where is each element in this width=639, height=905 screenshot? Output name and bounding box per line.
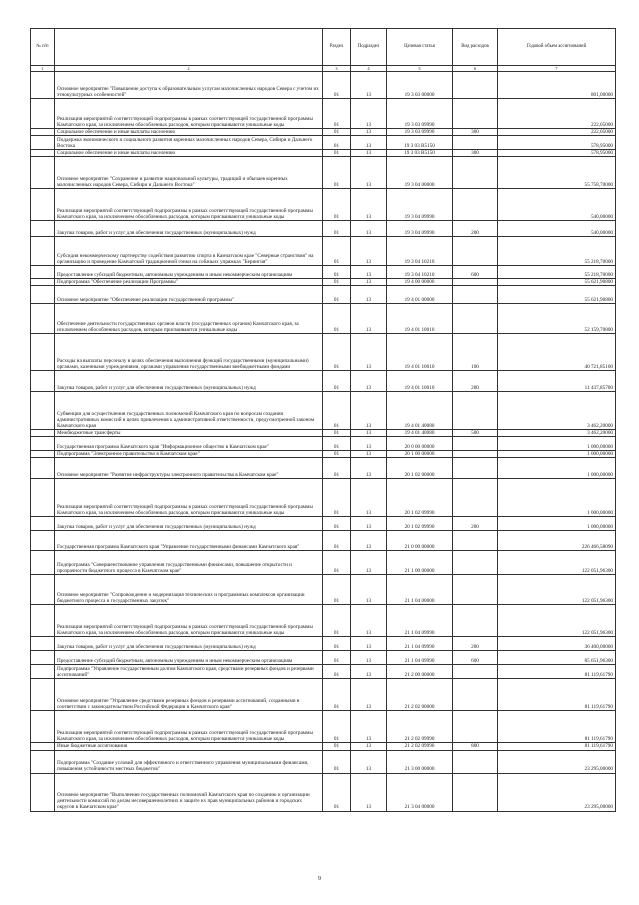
table-row [31,651,616,665]
table-row [31,451,616,458]
header-vid: Вид расходов [453,29,498,66]
row-amount-cell: 1 000,00000 [498,451,616,458]
row-name-cell: Предоставление субсидий бюджетным, автономным учреждениям и иным некоммерческим организациям [55,651,323,665]
row-name-cell: Закупка товаров, работ и услуг для обеспечения государственных (муниципальных) нужд [55,637,323,651]
row-number-cell [31,304,55,334]
row-number-cell [31,637,55,651]
row-vid-cell [453,279,498,286]
table-row [31,711,616,743]
row-name-cell: Основное мероприятие "Управление средствами резервных фондов и резервами ассигнований, созданными в соответствии с законодательством Российской Федерации и Камчатского края" [55,679,323,711]
row-statya-cell: 19 3 03 R5150 [387,136,453,150]
row-statya-cell: 19 3 04 09990 [387,221,453,237]
row-razdel-cell: 01 [323,157,351,189]
row-statya-cell: 20 1 02 09990 [387,479,453,517]
row-amount-cell: 81 119,61790 [498,711,616,743]
row-podrazdel-cell: 13 [351,458,387,479]
row-podrazdel-cell: 13 [351,517,387,531]
row-name-cell: Подпрограмма "Электронное правительство в Камчатском крае" [55,451,323,458]
row-number-cell [31,279,55,286]
row-razdel-cell: 01 [323,743,351,750]
row-name-cell: Закупка товаров, работ и услуг для обеспечения государственных (муниципальных) нужд [55,371,323,392]
row-podrazdel-cell: 13 [351,743,387,750]
row-number-cell [31,665,55,679]
table-row [31,334,616,371]
row-razdel-cell: 01 [323,371,351,392]
row-statya-cell: 21 2 00 00000 [387,665,453,679]
row-vid-cell [453,605,498,637]
row-razdel-cell: 01 [323,517,351,531]
row-razdel-cell: 01 [323,129,351,136]
row-amount-cell: 3 462,20000 [498,392,616,430]
row-statya-cell: 19 3 04 10210 [387,266,453,279]
row-podrazdel-cell: 13 [351,575,387,605]
row-podrazdel-cell: 13 [351,451,387,458]
row-razdel-cell: 01 [323,304,351,334]
header-razdel: Раздел [323,29,351,66]
row-podrazdel-cell: 13 [351,221,387,237]
row-amount-cell: 578,95000 [498,150,616,157]
table-row [31,266,616,279]
row-amount-cell: 1 000,00000 [498,458,616,479]
row-amount-cell: 540,00000 [498,221,616,237]
row-podrazdel-cell: 13 [351,531,387,551]
row-name-cell: Реализация мероприятий соответствующей подпрограммы в рамках соответствующей государственной программы Камчатского края, за исключением обособленных расходов, которым присваиваются уникальные коды [55,711,323,743]
row-razdel-cell: 01 [323,286,351,304]
row-name-cell: Социальное обеспечение и иные выплаты населению [55,150,323,157]
row-statya-cell: 21 2 02 09990 [387,743,453,750]
row-number-cell [31,679,55,711]
row-podrazdel-cell: 13 [351,150,387,157]
table-row [31,99,616,129]
row-podrazdel-cell: 13 [351,551,387,575]
row-name-cell: Основное мероприятие "Развитие инфраструктуры электронного правительства в Камчатском крае" [55,458,323,479]
table-row [31,665,616,679]
row-razdel-cell: 01 [323,221,351,237]
row-name-cell: Основное мероприятие "Повышение доступа к образовательным услугам малочисленных народов Севера с учетом их этнокультурных особенностей" [55,72,323,99]
row-name-cell: Поддержка экономического и социального развития коренных малочисленных народов Севера, Сибири и Дальнего Востока [55,136,323,150]
row-razdel-cell: 01 [323,136,351,150]
table-row [31,286,616,304]
row-statya-cell: 21 1 04 09990 [387,651,453,665]
table-row [31,157,616,189]
row-amount-cell: 122 051,96300 [498,575,616,605]
row-statya-cell: 21 1 04 09990 [387,605,453,637]
row-name-cell: Подпрограмма "Создание условий для эффективного и ответственного управления муниципальными финансами, повышения устойчивости местных бюджетов" [55,750,323,773]
row-vid-cell [453,479,498,517]
row-number-cell [31,773,55,811]
table-header-row [31,29,616,66]
row-name-cell: Основное мероприятие "Обеспечение реализации государственной программы" [55,286,323,304]
row-vid-cell [453,773,498,811]
row-vid-cell: 300 [453,150,498,157]
column-number: 2 [55,66,323,72]
row-razdel-cell: 01 [323,750,351,773]
row-amount-cell: 122 051,96300 [498,551,616,575]
row-vid-cell [453,286,498,304]
table-row [31,279,616,286]
row-number-cell [31,129,55,136]
row-podrazdel-cell: 13 [351,334,387,371]
row-vid-cell [453,157,498,189]
row-statya-cell: 19 4 01 10010 [387,304,453,334]
row-statya-cell: 19 4 01 40080 [387,392,453,430]
row-razdel-cell: 01 [323,773,351,811]
row-podrazdel-cell: 13 [351,651,387,665]
table-row [31,551,616,575]
row-vid-cell [453,392,498,430]
row-number-cell [31,605,55,637]
document-sheet [30,28,615,812]
row-statya-cell: 19 3 03 09990 [387,99,453,129]
row-podrazdel-cell: 13 [351,773,387,811]
table-row [31,743,616,750]
row-number-cell [31,371,55,392]
row-statya-cell: 21 1 00 00000 [387,551,453,575]
row-podrazdel-cell: 13 [351,750,387,773]
table-row [31,637,616,651]
row-amount-cell: 55 621,90800 [498,286,616,304]
row-number-cell [31,551,55,575]
row-razdel-cell: 01 [323,334,351,371]
row-podrazdel-cell: 13 [351,679,387,711]
row-vid-cell: 200 [453,517,498,531]
row-amount-cell: 55 621,90800 [498,279,616,286]
row-vid-cell: 500 [453,430,498,437]
row-statya-cell: 20 0 00 00000 [387,437,453,451]
page-number: 9 [318,876,321,882]
row-vid-cell [453,451,498,458]
row-podrazdel-cell: 13 [351,99,387,129]
row-number-cell [31,531,55,551]
budget-table [30,28,616,812]
row-razdel-cell: 01 [323,665,351,679]
row-number-cell [31,72,55,99]
row-podrazdel-cell: 13 [351,237,387,266]
column-number: 1 [31,66,55,72]
row-vid-cell [453,551,498,575]
row-number-cell [31,750,55,773]
row-number-cell [31,266,55,279]
row-razdel-cell: 01 [323,651,351,665]
row-podrazdel-cell: 13 [351,605,387,637]
header-statya: Целевая статья [387,29,453,66]
row-name-cell: Подпрограмма "Управление государственным долгом Камчатского края, средствами резервных фондов и резервами ассигнований" [55,665,323,679]
row-amount-cell: 540,00000 [498,189,616,221]
row-razdel-cell: 01 [323,279,351,286]
row-razdel-cell: 01 [323,575,351,605]
table-row [31,430,616,437]
row-statya-cell: 19 3 03 00000 [387,72,453,99]
row-statya-cell: 21 1 04 09990 [387,637,453,651]
table-row [31,72,616,99]
row-razdel-cell: 01 [323,99,351,129]
row-vid-cell: 600 [453,266,498,279]
row-amount-cell: 1 000,00000 [498,479,616,517]
table-row [31,136,616,150]
row-statya-cell: 21 3 00 00000 [387,750,453,773]
row-number-cell [31,237,55,266]
row-vid-cell [453,575,498,605]
row-statya-cell: 19 3 03 09990 [387,129,453,136]
row-statya-cell: 21 2 02 00000 [387,679,453,711]
row-vid-cell [453,136,498,150]
row-razdel-cell: 01 [323,392,351,430]
row-vid-cell [453,72,498,99]
column-number: 4 [351,66,387,72]
row-number-cell [31,743,55,750]
row-statya-cell: 20 1 00 00000 [387,451,453,458]
table-row [31,237,616,266]
row-vid-cell [453,679,498,711]
row-razdel-cell: 01 [323,711,351,743]
row-razdel-cell: 01 [323,531,351,551]
row-razdel-cell: 01 [323,479,351,517]
row-amount-cell: 55 758,70000 [498,157,616,189]
row-name-cell: Основное мероприятие "Сопровождение и модернизация технических и программных комплексов организации бюджетного процесса и государственных закупок" [55,575,323,605]
row-vid-cell [453,304,498,334]
row-name-cell: Государственная программа Камчатского края "Информационное общество в Камчатском крае" [55,437,323,451]
row-name-cell: Реализация мероприятий соответствующей подпрограммы в рамках соответствующей государственной программы Камчатского края, за исключением обособленных расходов, которым присваиваются уникальные коды [55,99,323,129]
table-row [31,679,616,711]
row-vid-cell [453,458,498,479]
row-statya-cell: 19 4 01 10010 [387,334,453,371]
row-name-cell: Расходы на выплаты персоналу в целях обеспечения выполнения функций государственными (муниципальными) органами, казенными учреждениями, органами управления государственными внебюджетными фондами [55,334,323,371]
row-podrazdel-cell: 13 [351,711,387,743]
row-amount-cell: 36 400,00000 [498,637,616,651]
row-amount-cell: 23 295,00000 [498,750,616,773]
row-amount-cell: 122 051,96300 [498,605,616,637]
row-name-cell: Закупка товаров, работ и услуг для обеспечения государственных (муниципальных) нужд [55,221,323,237]
row-name-cell: Иные бюджетные ассигнования [55,743,323,750]
row-razdel-cell: 01 [323,189,351,221]
column-number: 7 [498,66,616,72]
row-razdel-cell: 01 [323,150,351,157]
table-row [31,517,616,531]
row-statya-cell: 19 4 01 40080 [387,430,453,437]
row-amount-cell: 52 159,70800 [498,304,616,334]
table-row [31,458,616,479]
row-vid-cell: 600 [453,651,498,665]
row-statya-cell: 19 3 03 R5150 [387,150,453,157]
row-statya-cell: 19 4 01 00000 [387,286,453,304]
row-podrazdel-cell: 13 [351,189,387,221]
row-vid-cell [453,665,498,679]
row-vid-cell [453,99,498,129]
row-podrazdel-cell: 13 [351,479,387,517]
header-name [55,29,323,66]
row-number-cell [31,136,55,150]
row-number-cell [31,286,55,304]
row-number-cell [31,458,55,479]
row-number-cell [31,392,55,430]
table-row [31,221,616,237]
row-razdel-cell: 01 [323,679,351,711]
column-number: 3 [323,66,351,72]
row-amount-cell: 81 119,61790 [498,679,616,711]
row-amount-cell: 226 466,58090 [498,531,616,551]
row-statya-cell: 21 1 04 00000 [387,575,453,605]
row-amount-cell: 222,05000 [498,129,616,136]
row-podrazdel-cell: 13 [351,279,387,286]
row-amount-cell: 3 462,20000 [498,430,616,437]
row-statya-cell: 21 2 02 09990 [387,711,453,743]
row-statya-cell: 19 4 01 10010 [387,371,453,392]
row-podrazdel-cell: 13 [351,637,387,651]
table-row [31,773,616,811]
row-name-cell: Подпрограмма "Совершенствование управления государственными финансами, повышение открытости и прозрачности бюджетного процесса в Камчатском крае" [55,551,323,575]
table-row [31,605,616,637]
row-amount-cell: 81 119,61790 [498,743,616,750]
table-row [31,437,616,451]
row-vid-cell [453,189,498,221]
row-name-cell: Обеспечение деятельности государственных органов власти (государственных органов) Камчатского края, за исключением обособленных расходов, которым присваиваются уникальные коды [55,304,323,334]
row-amount-cell: 11 437,85700 [498,371,616,392]
row-podrazdel-cell: 13 [351,392,387,430]
row-number-cell [31,189,55,221]
table-row [31,129,616,136]
row-number-cell [31,99,55,129]
row-number-cell [31,479,55,517]
row-amount-cell: 1 000,00000 [498,517,616,531]
row-vid-cell: 200 [453,221,498,237]
row-vid-cell [453,437,498,451]
table-row [31,575,616,605]
row-name-cell: Предоставление субсидий бюджетным, автономным учреждениям и иным некоммерческим организациям [55,266,323,279]
row-name-cell: Государственная программа Камчатского края "Управление государственными финансами Камчатского края" [55,531,323,551]
row-podrazdel-cell: 13 [351,129,387,136]
row-podrazdel-cell: 13 [351,157,387,189]
row-name-cell: Социальное обеспечение и иные выплаты населению [55,129,323,136]
row-vid-cell: 100 [453,334,498,371]
row-podrazdel-cell: 13 [351,371,387,392]
row-podrazdel-cell: 13 [351,304,387,334]
row-statya-cell: 21 0 00 00000 [387,531,453,551]
row-razdel-cell: 01 [323,451,351,458]
row-number-cell [31,157,55,189]
row-razdel-cell: 01 [323,72,351,99]
row-amount-cell: 222,05000 [498,99,616,129]
row-vid-cell [453,531,498,551]
row-amount-cell: 801,00000 [498,72,616,99]
row-number-cell [31,451,55,458]
row-number-cell [31,334,55,371]
row-statya-cell: 20 1 02 00000 [387,458,453,479]
row-name-cell: Подпрограмма "Обеспечение реализации Программы" [55,279,323,286]
row-podrazdel-cell: 13 [351,437,387,451]
table-row [31,304,616,334]
row-amount-cell: 81 119,61790 [498,665,616,679]
row-statya-cell: 20 1 02 09990 [387,517,453,531]
header-podrazdel: Подраздел [351,29,387,66]
row-name-cell: Реализация мероприятий соответствующей подпрограммы в рамках соответствующей государственной программы Камчатского края, за исключением обособленных расходов, которым присваиваются уникальные коды [55,479,323,517]
header-amount: Годовой объем ассигнований [498,29,616,66]
row-number-cell [31,575,55,605]
row-vid-cell [453,711,498,743]
row-razdel-cell: 01 [323,266,351,279]
row-statya-cell: 19 3 04 09990 [387,189,453,221]
row-podrazdel-cell: 13 [351,286,387,304]
row-name-cell: Реализация мероприятий соответствующей подпрограммы в рамках соответствующей государственной программы Камчатского края, за исключением обособленных расходов, которым присваиваются уникальные коды [55,189,323,221]
row-razdel-cell: 01 [323,637,351,651]
row-podrazdel-cell: 13 [351,72,387,99]
row-amount-cell: 55 218,70000 [498,237,616,266]
row-statya-cell: 21 3 04 00000 [387,773,453,811]
row-amount-cell: 23 295,00000 [498,773,616,811]
row-razdel-cell: 01 [323,430,351,437]
row-razdel-cell: 01 [323,437,351,451]
row-name-cell: Основное мероприятие "Сохранение и развитие национальной культуры, традиций и обычаев коренных малочисленных народов Севера, Сибири и Дальнего Востока" [55,157,323,189]
row-podrazdel-cell: 13 [351,136,387,150]
row-razdel-cell: 01 [323,605,351,637]
row-name-cell: Субвенции для осуществления государственных полномочий Камчатского края по вопросам создания административных комиссий в целях привлечения к административной ответственности, предусмотренной законом Камчатского края [55,392,323,430]
table-row [31,371,616,392]
column-number: 6 [453,66,498,72]
row-number-cell [31,430,55,437]
row-name-cell: Закупка товаров, работ и услуг для обеспечения государственных (муниципальных) нужд [55,517,323,531]
row-vid-cell [453,237,498,266]
row-amount-cell: 578,95000 [498,136,616,150]
table-row [31,189,616,221]
row-number-cell [31,711,55,743]
table-row [31,750,616,773]
table-row [31,150,616,157]
row-vid-cell [453,750,498,773]
row-name-cell: Межбюджетные трансферты [55,430,323,437]
row-vid-cell: 200 [453,371,498,392]
row-amount-cell: 1 000,00000 [498,437,616,451]
row-vid-cell: 800 [453,743,498,750]
row-podrazdel-cell: 13 [351,430,387,437]
row-number-cell [31,150,55,157]
row-number-cell [31,517,55,531]
table-row [31,392,616,430]
row-podrazdel-cell: 13 [351,266,387,279]
row-name-cell: Реализация мероприятий соответствующей подпрограммы в рамках соответствующей государственной программы Камчатского края, за исключением обособленных расходов, которым присваиваются уникальные коды [55,605,323,637]
row-name-cell: Основное мероприятие "Выполнение государственных полномочий Камчатского края по созданию и организации деятельности комиссий по делам несовершеннолетних и защите их прав муниципальных районов и городских округов в Камчатском крае" [55,773,323,811]
table-row [31,479,616,517]
row-number-cell [31,651,55,665]
row-name-cell: Субсидия некоммерческому партнерству содействия развитию спорта в Камчатском крае "Северные странствия" на организацию и проведение Камчатской традиционной гонки на собачьих упряжках "Берингия" [55,237,323,266]
row-podrazdel-cell: 13 [351,665,387,679]
row-statya-cell: 19 3 04 10210 [387,237,453,266]
row-number-cell [31,437,55,451]
header-num: № п/п [31,29,55,66]
column-number: 5 [387,66,453,72]
row-vid-cell: 200 [453,637,498,651]
row-statya-cell: 19 3 04 00000 [387,157,453,189]
row-vid-cell: 300 [453,129,498,136]
row-razdel-cell: 01 [323,237,351,266]
row-amount-cell: 40 721,85100 [498,334,616,371]
row-amount-cell: 85 651,96300 [498,651,616,665]
row-razdel-cell: 01 [323,458,351,479]
row-number-cell [31,221,55,237]
row-amount-cell: 55 218,70000 [498,266,616,279]
row-razdel-cell: 01 [323,551,351,575]
table-row [31,531,616,551]
row-statya-cell: 19 4 00 00000 [387,279,453,286]
